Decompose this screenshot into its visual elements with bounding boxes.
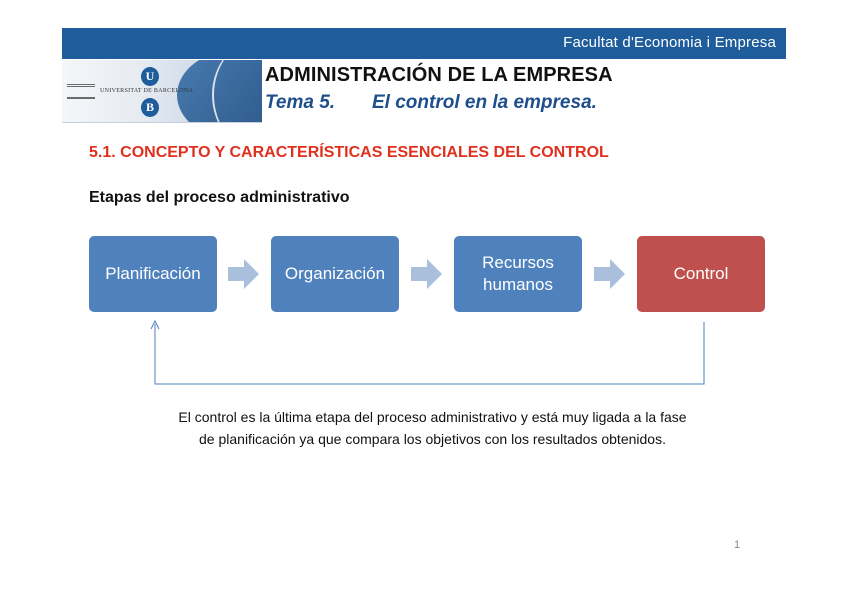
building-icon <box>67 84 95 99</box>
arrow-right-icon <box>228 259 260 289</box>
page-number: 1 <box>734 539 741 551</box>
faculty-name: Facultat d'Economia i Empresa <box>563 34 776 51</box>
logo-swoosh-line <box>212 60 262 123</box>
university-logo <box>62 60 262 123</box>
arrow-right-icon <box>411 259 443 289</box>
step-organizacion: Organización <box>271 236 399 312</box>
section-heading: 5.1. CONCEPTO Y CARACTERÍSTICAS ESENCIALES DEL CONTROL <box>89 144 609 161</box>
logo-university-text: UNIVERSITAT DE BARCELONA <box>100 88 194 94</box>
section-subheading: Etapas del proceso administrativo <box>89 189 350 206</box>
feedback-loop-arrow <box>145 318 715 390</box>
step-recursos-humanos: Recursos humanos <box>454 236 582 312</box>
topic-title: Tema 5. El control en la empresa. <box>265 92 597 113</box>
logo-letter-b: B <box>141 98 159 117</box>
step-planificacion: Planificación <box>89 236 217 312</box>
arrow-right-icon <box>594 259 626 289</box>
step-control: Control <box>637 236 765 312</box>
course-title: ADMINISTRACIÓN DE LA EMPRESA <box>265 64 613 86</box>
logo-letter-u: U <box>141 67 159 86</box>
header-bar <box>62 28 786 59</box>
description-text: El control es la última etapa del proceso administrativo y está muy ligada a la fase de planificación ya que compara los objetivos con los resultados obtenidos. <box>178 409 687 447</box>
